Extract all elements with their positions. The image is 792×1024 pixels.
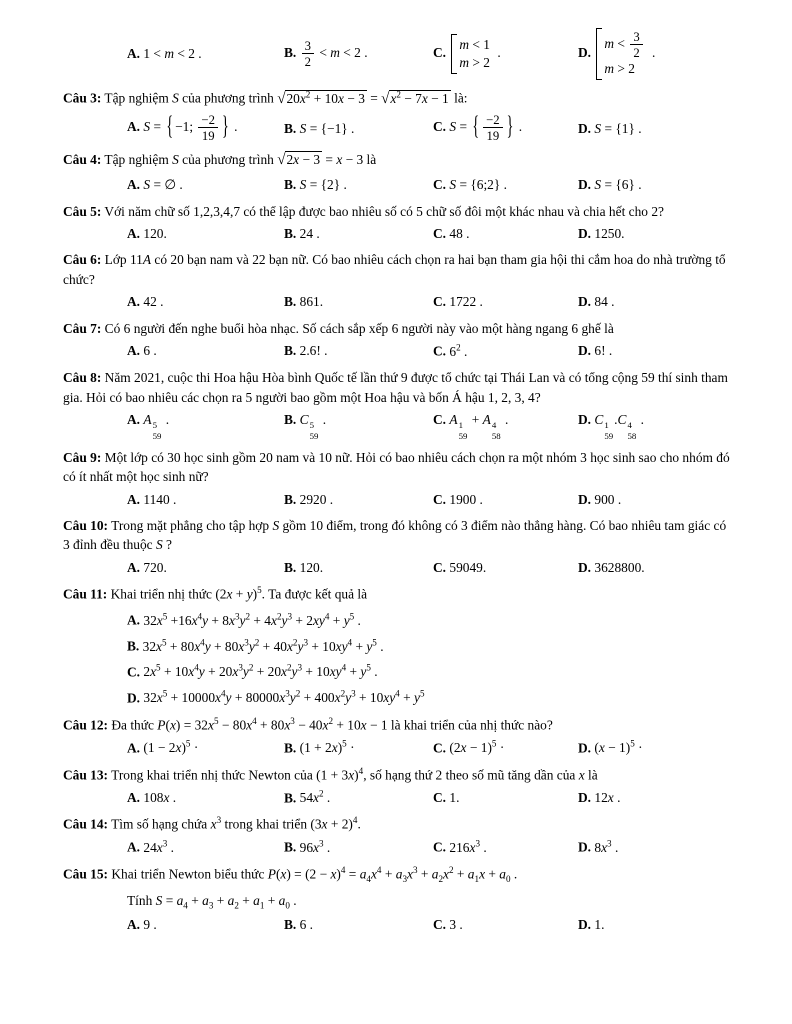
answer-option [578, 175, 734, 194]
option-text: 2920 . [299, 491, 334, 507]
option-text: $24x^3$ . [143, 838, 174, 855]
answer-option [284, 119, 433, 138]
question-number: Câu 10: [63, 517, 109, 533]
question-substem: Tính $S = a_4 + a_3 + a_2 + a_1 + a_0$ . [127, 892, 297, 911]
question-block [63, 88, 734, 143]
option-letter: A. [127, 559, 141, 575]
option-text: $(1 - 2x)^5$ · [143, 738, 199, 756]
question-block [63, 715, 734, 758]
question-stem: Câu 3: Tập nghiệm S của phương trình $√20x^2 + 10x - 3 = √x^2 - 7x - 1$ là: [63, 89, 468, 107]
option-text: $(1 + 2x)^5$ · [299, 738, 355, 756]
question-number: Câu 3: [63, 90, 102, 106]
option-text: 24 . [299, 225, 320, 241]
question-stem: Câu 10: Trong mặt phẳng cho tập hợp S gồm 10 điểm, trong đó không có 3 điểm nào thẳng hàng. Có bao nhiêu tam giác có 3 đỉnh đều thuộc S ? [63, 517, 727, 553]
option-text: 48 . [449, 225, 470, 241]
answer-option [127, 410, 284, 441]
option-letter: C. [433, 839, 447, 855]
question-block [63, 516, 734, 577]
option-text: m < 1 m > 2 . [449, 45, 500, 60]
option-letter: A. [127, 740, 141, 756]
answer-option [284, 175, 433, 194]
option-letter: C. [433, 45, 447, 61]
question-stem: Câu 9: Một lớp có 30 học sinh gồm 20 nam và 10 nữ. Hỏi có bao nhiêu cách chọn ra một nhóm 3 học sinh sao cho nhóm đó có ít nhất một học sinh nữ? [63, 449, 730, 485]
option-text: 3628800. [594, 559, 645, 575]
option-text: $32x^5 +16x^4y + 8x^3y^2 + 4x^2y^3 + 2xy^4 + y^5$ . [143, 611, 361, 628]
question-number: Câu 7: [63, 320, 102, 336]
option-letter: A. [127, 177, 141, 193]
question-block [63, 250, 734, 311]
question-number: Câu 11: [63, 586, 108, 602]
option-letter: C. [433, 491, 447, 507]
option-text: 1. [449, 789, 460, 805]
option-text: 861. [299, 294, 324, 310]
question-stem: Câu 5: Với năm chữ số 1,2,3,4,7 có thể lập được bao nhiêu số có 5 chữ số đôi một khác nhau và chia hết cho 2? [63, 203, 664, 219]
question-number: Câu 14: [63, 816, 109, 832]
question-number: Câu 13: [63, 767, 109, 783]
answer-option [433, 410, 578, 441]
option-letter: D. [578, 225, 592, 241]
answer-option [127, 341, 284, 360]
answer-option [284, 292, 433, 311]
answer-option [284, 224, 433, 243]
option-text: 1. [594, 917, 605, 933]
option-text: $(x - 1)^5$ · [594, 738, 643, 756]
option-text: 720. [143, 559, 167, 575]
option-text: S = { $\frac{-2}{19}$ } . [449, 112, 523, 144]
answer-option [127, 558, 284, 577]
answer-option [578, 558, 734, 577]
question-block [63, 814, 734, 857]
option-letter: D. [578, 343, 592, 359]
answer-option [127, 915, 284, 934]
option-letter: B. [284, 294, 297, 310]
option-letter: B. [284, 177, 297, 193]
option-text: $32x^5 + 10000x^4y + 80000x^3y^2 + 400x^2y^3 + 10xy^4 + y^5$ [143, 688, 425, 706]
option-letter: D. [578, 120, 592, 136]
question-stem: Câu 14: Tìm số hạng chứa $x^3$ trong khai triển $(3x + 2)^4$. [63, 815, 361, 832]
option-letter: C. [433, 294, 447, 310]
option-text: $54x^2$ . [299, 788, 331, 806]
option-text: 84 . [594, 294, 615, 310]
question-block [63, 368, 734, 441]
option-text: $8x^3$ . [594, 838, 619, 855]
option-text: 120. [143, 225, 167, 241]
answer-option [284, 915, 433, 934]
answer-option [433, 837, 578, 857]
option-letter: A. [127, 612, 141, 628]
answer-option [578, 915, 734, 934]
option-text: S = {1} . [594, 120, 642, 136]
option-letter: B. [284, 790, 297, 806]
answer-option [63, 636, 734, 656]
option-text: 6 . [299, 917, 314, 933]
option-text: $216x^3$ . [449, 838, 487, 855]
option-letter: B. [284, 411, 297, 427]
option-letter: A. [127, 491, 141, 507]
answer-option [433, 915, 578, 934]
answer-option [433, 558, 578, 577]
answer-option [127, 788, 284, 807]
answer-option [284, 341, 433, 360]
option-text: S = {2} . [299, 177, 347, 193]
options-row [63, 915, 734, 934]
option-text: 42 . [143, 294, 164, 310]
option-text: 1 < m < 2 . [143, 46, 202, 62]
answer-option [433, 788, 578, 807]
option-text: 6! . [594, 343, 613, 359]
answer-option [578, 224, 734, 243]
answer-option [578, 738, 734, 758]
answer-option [284, 410, 433, 441]
option-letter: A. [127, 839, 141, 855]
option-letter: D. [578, 789, 592, 805]
answer-option [127, 490, 284, 509]
answer-option [433, 738, 578, 758]
answer-option [433, 113, 578, 143]
answer-option [127, 837, 284, 857]
option-letter: B. [284, 917, 297, 933]
option-letter: A. [127, 119, 141, 135]
option-text: S = {6} . [594, 177, 642, 193]
option-letter: C. [433, 559, 447, 575]
question-number: Câu 6: [63, 252, 102, 268]
answer-option [127, 738, 284, 758]
option-text: 1250. [594, 225, 625, 241]
option-letter: B. [127, 638, 140, 654]
option-letter: B. [284, 559, 297, 575]
option-text: 1900 . [449, 491, 483, 507]
option-letter: A. [127, 917, 141, 933]
option-letter: C. [127, 664, 141, 680]
option-text: S = { −1; $\frac{-2}{19}$ } . [143, 112, 238, 144]
options-row [63, 175, 734, 194]
option-text: $(2x - 1)^5$ · [449, 738, 505, 756]
option-text: $32x^5 + 80x^4y + 80x^3y^2 + 40x^2y^3 + 10xy^4 + y^5$ . [142, 637, 384, 654]
option-text: A 1 59 + A 4 58 . [449, 411, 509, 441]
answer-option [284, 39, 433, 69]
answer-option [578, 788, 734, 807]
options-row [63, 27, 734, 81]
options-row [63, 610, 734, 708]
option-text: $96x^3$ . [299, 838, 331, 855]
option-letter: C. [433, 789, 447, 805]
answer-option [433, 490, 578, 509]
option-letter: A. [127, 294, 141, 310]
option-letter: D. [578, 839, 592, 855]
option-text: 2.6! . [299, 343, 328, 359]
option-letter: A. [127, 46, 141, 62]
answer-option [433, 224, 578, 243]
answer-option [433, 33, 578, 75]
option-letter: C. [433, 411, 447, 427]
answer-option [284, 738, 433, 758]
answer-option [63, 662, 734, 682]
options-row [63, 113, 734, 143]
option-text: 3 . [449, 917, 463, 933]
option-letter: D. [578, 740, 592, 756]
option-text: 12x . [594, 789, 621, 805]
question-stem: Câu 8: Năm 2021, cuộc thi Hoa hậu Hòa bình Quốc tế lần thứ 9 được tổ chức tại Thái Lan và có tổng cộng 59 thí sinh tham gia. Hỏi có bao nhiêu các chọn ra 5 người bao gồm một Hoa hậu và bốn Á hậu 1, 2, 3, 4? [63, 370, 728, 405]
option-letter: B. [284, 491, 297, 507]
option-letter: C. [433, 119, 447, 135]
question-stem: Câu 6: Lớp 11A có 20 bạn nam và 22 bạn nữ. Có bao nhiêu cách chọn ra hai bạn tham gia hội thi cắm hoa do nhà trường tổ chức? [63, 252, 726, 287]
answer-option [63, 688, 734, 708]
question-number: Câu 5: [63, 203, 102, 219]
question-number: Câu 12: [63, 717, 109, 733]
option-letter: D. [578, 177, 592, 193]
option-letter: D. [578, 45, 592, 61]
option-letter: D. [578, 411, 592, 427]
option-text: A 5 59 . [143, 411, 170, 441]
option-letter: A. [127, 343, 141, 359]
option-text: 6 . [143, 343, 157, 359]
option-letter: B. [284, 225, 297, 241]
options-row [63, 788, 734, 808]
answer-option [578, 292, 734, 311]
option-text: 1722 . [449, 294, 483, 310]
question-stem: Câu 15: Khai triển Newton biểu thức $P(x) = (2 - x)^4 = a_4x^4 + a_3x^3 + a_2x^2 + a_1x + a_0$ . [63, 865, 518, 885]
option-letter: C. [433, 177, 447, 193]
options-row [63, 341, 734, 361]
question-block [63, 765, 734, 808]
option-letter: D. [127, 690, 141, 706]
question-block [63, 150, 734, 194]
answer-option [578, 341, 734, 360]
options-row [63, 558, 734, 577]
options-row [63, 490, 734, 509]
option-text: C 5 59 . [299, 411, 327, 441]
answer-option [578, 119, 734, 138]
answer-option [578, 837, 734, 857]
option-letter: A. [127, 411, 141, 427]
question-stem: Câu 7: Có 6 người đến nghe buổi hòa nhạc. Số cách sắp xếp 6 người này vào một hàng ngang 6 ghế là [63, 320, 614, 336]
option-text: S = {−1} . [299, 120, 355, 136]
answer-option [433, 341, 578, 361]
options-row [63, 292, 734, 311]
option-text: $\frac{3}{2}$ < m < 2 . [300, 45, 368, 60]
question-block [63, 319, 734, 361]
question-number: Câu 15: [63, 866, 109, 882]
question-list [63, 27, 734, 935]
option-text: 1140 . [143, 491, 177, 507]
answer-option [63, 610, 734, 630]
option-letter: B. [284, 45, 297, 61]
option-letter: B. [284, 343, 297, 359]
options-row [63, 837, 734, 857]
option-letter: D. [578, 294, 592, 310]
question-number: Câu 8: [63, 370, 102, 386]
answer-option [127, 224, 284, 243]
answer-option [127, 113, 284, 143]
options-row [63, 224, 734, 243]
answer-option [578, 27, 734, 81]
answer-option [284, 490, 433, 509]
answer-option [284, 558, 433, 577]
option-letter: A. [127, 789, 141, 805]
question-block [63, 202, 734, 244]
options-row [63, 410, 734, 441]
question-stem: Câu 13: Trong khai triển nhị thức Newton của $(1 + 3x)^4$, số hạng thứ 2 theo số mũ tăng dần của x là [63, 765, 598, 783]
option-text: C 1 59 .C 4 58 . [594, 411, 644, 441]
option-letter: D. [578, 917, 592, 933]
option-letter: D. [578, 559, 592, 575]
question-block [63, 448, 734, 509]
answer-option [578, 410, 734, 441]
option-letter: C. [433, 917, 447, 933]
option-letter: B. [284, 839, 297, 855]
option-text: $6^2$ . [449, 342, 468, 359]
answer-option [433, 292, 578, 311]
question-block [63, 584, 734, 708]
answer-option [578, 490, 734, 509]
option-text: S = {6;2} . [449, 177, 508, 193]
question-stem: Câu 12: Đa thức $P(x) = 32x^5 - 80x^4 + 80x^3 - 40x^2 + 10x - 1$ là khai triển của nhị thức nào? [63, 715, 553, 733]
answer-option [433, 175, 578, 194]
question-block [63, 864, 734, 935]
question-stem: Câu 4: Tập nghiệm S của phương trình √2x − 3 = x − 3 là [63, 152, 377, 169]
option-letter: C. [433, 225, 447, 241]
option-text: S = ∅ . [143, 177, 183, 193]
option-text: m < $\frac{3}{2}$ m > 2 . [594, 45, 655, 60]
answer-option [127, 175, 284, 194]
question-block [63, 27, 734, 81]
answer-option [284, 788, 433, 808]
option-letter: A. [127, 225, 141, 241]
option-text: 59049. [449, 559, 487, 575]
question-number: Câu 4: [63, 152, 102, 168]
option-letter: B. [284, 120, 297, 136]
answer-option [284, 837, 433, 857]
option-text: 120. [299, 559, 324, 575]
option-letter: B. [284, 740, 297, 756]
option-text: 9 . [143, 917, 157, 933]
option-text: 108x . [143, 789, 177, 805]
option-text: $2x^5 + 10x^4y + 20x^3y^2 + 20x^2y^3 + 10xy^4 + y^5$ . [143, 663, 378, 680]
question-stem: Câu 11: Khai triển nhị thức $(2x + y)^5$. Ta được kết quả là [63, 585, 368, 602]
answer-option [127, 292, 284, 311]
option-letter: C. [433, 740, 447, 756]
option-text: 900 . [594, 491, 622, 507]
option-letter: D. [578, 491, 592, 507]
answer-option [127, 44, 284, 63]
question-number: Câu 9: [63, 449, 102, 465]
options-row [63, 738, 734, 758]
option-letter: C. [433, 343, 447, 359]
